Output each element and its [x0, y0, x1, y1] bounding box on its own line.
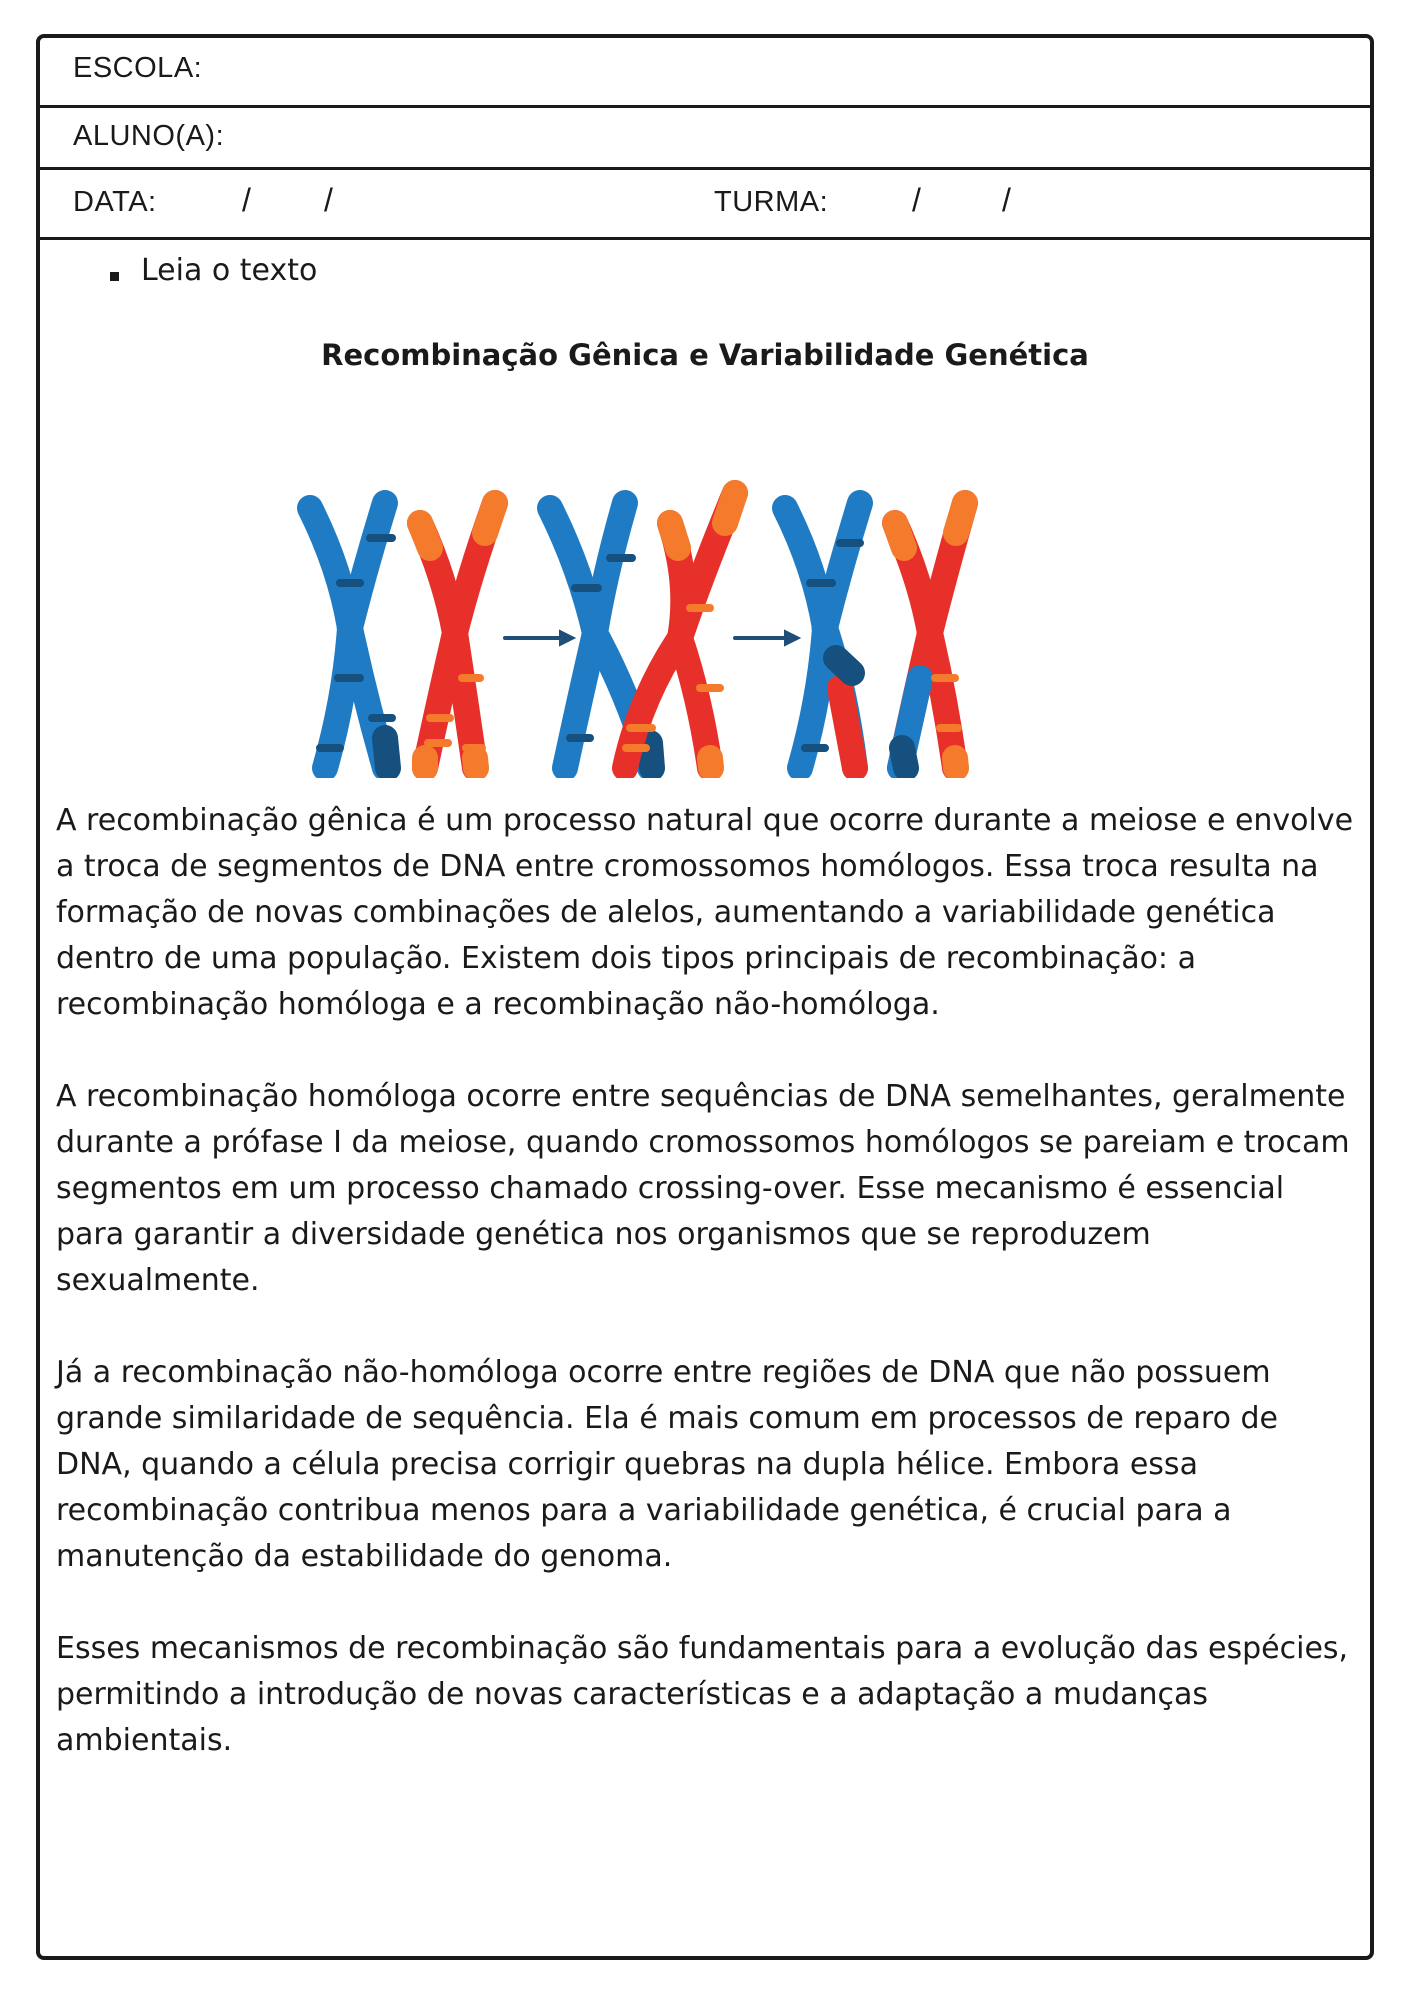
- recombined-red-chromosome: [895, 503, 965, 768]
- school-row: [40, 38, 1370, 108]
- date-slash-2: /: [324, 182, 333, 218]
- arrow-2: [735, 631, 799, 645]
- class-slash-1: /: [912, 182, 921, 218]
- date-label: DATA:: [73, 186, 157, 218]
- bullet-icon: [110, 272, 119, 281]
- red-chromosome-1: [420, 503, 495, 768]
- text-title: Recombinação Gênica e Variabilidade Genética: [321, 338, 1089, 372]
- school-label: ESCOLA:: [73, 52, 203, 84]
- student-row: [40, 108, 1370, 170]
- paragraph-2: A recombinação homóloga ocorre entre sequências de DNA semelhantes, geralmente durante a prófase I da meiose, quando cromossomos homólogos se pareiam e trocam segmentos em um processo chamado crossing-over. Esse mecanismo é essencial para garantir a diversidade genética nos organismos que se reproduzem sexualmente.: [56, 1079, 1350, 1298]
- body-text: [56, 798, 1356, 1810]
- instruction-text: Leia o texto: [141, 253, 318, 288]
- recombined-blue-chromosome: [785, 503, 860, 768]
- paragraph-3: Já a recombinação não-homóloga ocorre entre regiões de DNA que não possuem grande similaridade de sequência. Ela é mais comum em processos de reparo de DNA, quando a célula precisa corrigir quebras na dupla hélice. Embora essa recombinação contribua menos para a variabilidade genética, é crucial para a manutenção da estabilidade do genoma.: [56, 1355, 1278, 1574]
- blue-chromosome-1: [310, 503, 392, 768]
- paragraph-1: A recombinação gênica é um processo natural que ocorre durante a meiose e envolve a troca de segmentos de DNA entre cromossomos homólogos. Essa troca resulta na formação de novas combinações de alelos, aumentando a variabilidade genética dentro de uma população. Existem dois tipos principais de recombinação: a recombinação homóloga e a recombinação não-homóloga.: [56, 803, 1354, 1022]
- worksheet-frame: [36, 34, 1374, 1960]
- class-slash-2: /: [1002, 182, 1011, 218]
- crossing-over-chromosomes: [550, 493, 735, 768]
- date-class-row: [40, 170, 1370, 240]
- arrow-1: [505, 631, 574, 645]
- chromosome-recombination-illustration: [280, 448, 1180, 778]
- class-label: TURMA:: [714, 186, 829, 218]
- paragraph-4: Esses mecanismos de recombinação são fundamentais para a evolução das espécies, permitindo a introdução de novas características e a adaptação a mudanças ambientais.: [56, 1631, 1349, 1758]
- date-slash-1: /: [242, 182, 251, 218]
- student-label: ALUNO(A):: [73, 120, 225, 152]
- instruction-line: [76, 253, 317, 288]
